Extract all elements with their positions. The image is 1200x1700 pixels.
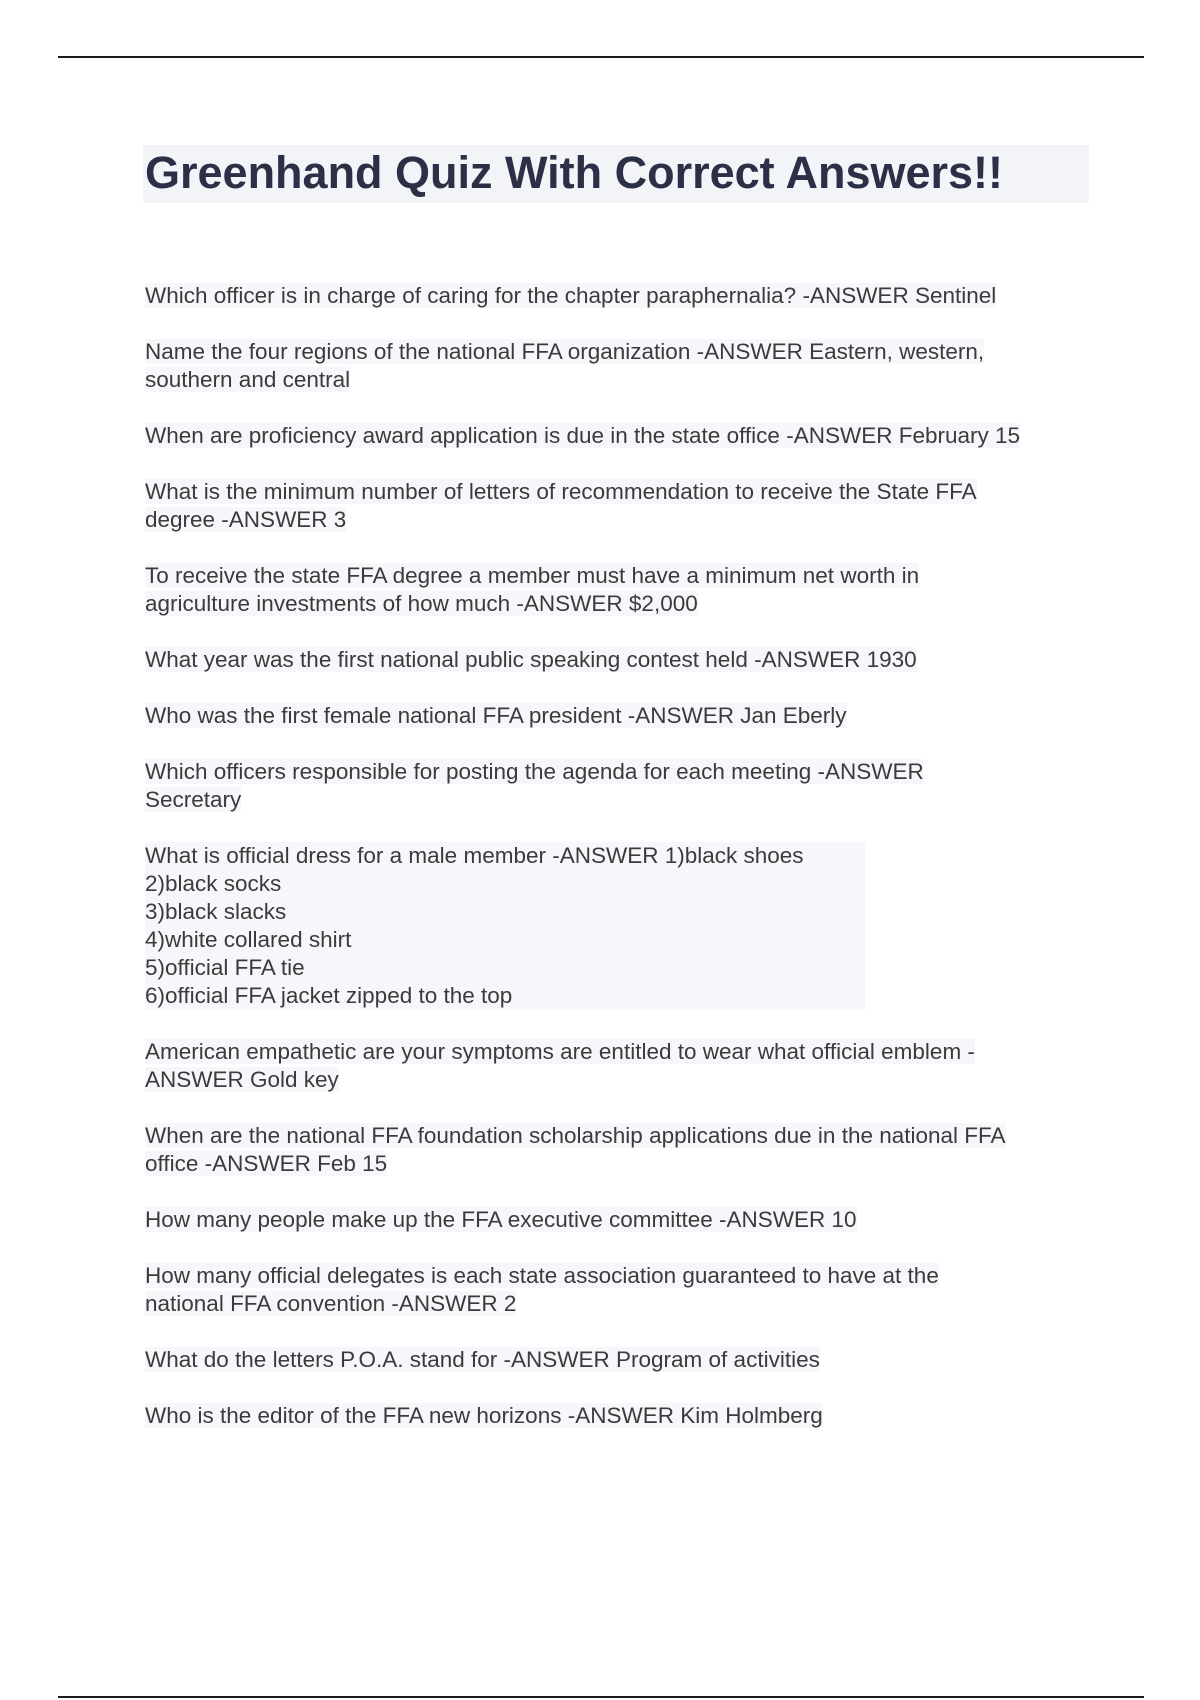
qa-text: Who was the first female national FFA president -ANSWER Jan Eberly xyxy=(145,703,847,728)
qa-text: Which officer is in charge of caring for the chapter paraphernalia? -ANSWER Sentinel xyxy=(145,283,997,308)
qa-item xyxy=(145,478,1095,534)
qa-item xyxy=(145,562,1095,618)
qa-text: What is the minimum number of letters of recommendation to receive the State FFA degree -ANSWER 3 xyxy=(145,479,977,532)
top-rule xyxy=(58,56,1144,58)
qa-text: What is official dress for a male member -ANSWER 1)black shoes 2)black socks 3)black slacks 4)white collared shirt 5)official FFA tie 6)official FFA jacket zipped to the top xyxy=(145,842,865,1010)
qa-text: How many official delegates is each state association guaranteed to have at the national FFA convention -ANSWER 2 xyxy=(145,1263,939,1316)
qa-text: What do the letters P.O.A. stand for -ANSWER Program of activities xyxy=(145,1347,820,1372)
qa-text: Name the four regions of the national FFA organization -ANSWER Eastern, western, southern and central xyxy=(145,339,985,392)
qa-text: To receive the state FFA degree a member must have a minimum net worth in agriculture investments of how much -ANSWER $2,000 xyxy=(145,563,920,616)
qa-item xyxy=(145,282,1095,310)
qa-item xyxy=(145,338,1095,394)
qa-item xyxy=(145,1346,1095,1374)
qa-item xyxy=(145,422,1095,450)
qa-item xyxy=(145,842,1095,1010)
document-title: Greenhand Quiz With Correct Answers!! xyxy=(145,147,1004,198)
qa-item xyxy=(145,1206,1095,1234)
qa-text: What year was the first national public speaking contest held -ANSWER 1930 xyxy=(145,647,917,672)
qa-item xyxy=(145,1122,1095,1178)
qa-item xyxy=(145,1038,1095,1094)
qa-text: When are proficiency award application is due in the state office -ANSWER February 15 xyxy=(145,423,1021,448)
qa-text: Who is the editor of the FFA new horizons -ANSWER Kim Holmberg xyxy=(145,1403,823,1428)
qa-text: When are the national FFA foundation scholarship applications due in the national FFA office -ANSWER Feb 15 xyxy=(145,1123,1006,1176)
qa-text: How many people make up the FFA executive committee -ANSWER 10 xyxy=(145,1207,857,1232)
qa-text: Which officers responsible for posting the agenda for each meeting -ANSWER Secretary xyxy=(145,759,924,812)
qa-item xyxy=(145,1402,1095,1430)
bottom-rule xyxy=(58,1696,1144,1698)
qa-item xyxy=(145,646,1095,674)
qa-item xyxy=(145,1262,1095,1318)
qa-item xyxy=(145,702,1095,730)
qa-text: American empathetic are your symptoms are entitled to wear what official emblem - ANSWER Gold key xyxy=(145,1039,975,1092)
qa-list xyxy=(145,282,1095,1458)
qa-item xyxy=(145,758,1095,814)
